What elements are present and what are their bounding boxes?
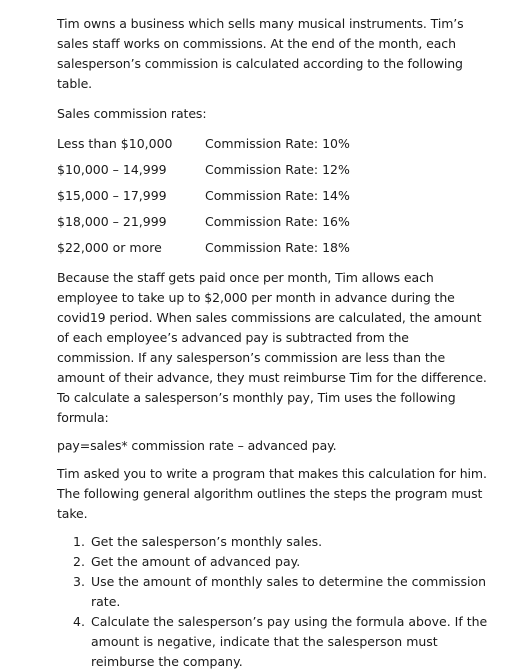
rates-heading: Sales commission rates: — [57, 106, 207, 121]
step-number: 3. — [73, 574, 85, 589]
request-paragraph: Tim asked you to write a program that makes this calculation for him. The following general algorithm outlines the steps the program must take. — [57, 466, 487, 521]
list-item — [57, 532, 489, 552]
list-item — [57, 552, 489, 572]
commission-rate: Commission Rate: 16% — [205, 213, 350, 229]
commission-rates-table — [57, 130, 489, 260]
sales-range: $18,000 – 21,999 — [57, 213, 167, 229]
formula-text: pay=sales* commission rate – advanced pay. — [57, 438, 337, 453]
sales-range: $22,000 or more — [57, 239, 162, 255]
step-number: 2. — [73, 554, 85, 569]
step-text: Use the amount of monthly sales to determine the commission rate. — [91, 574, 487, 609]
advance-paragraph: Because the staff gets paid once per month, Tim allows each employee to take up to $2,000 per month in advance during the covid19 period. When sales commissions are calculated, the amount of each employee’s advanced pay is subtracted from the commission. If any salesperson’s commission are less than the amount of their advance, they must reimburse Tim for the difference. To calculate a salesperson’s monthly pay, Tim uses the following formula: — [57, 270, 487, 425]
sales-range: $15,000 – 17,999 — [57, 187, 167, 203]
rate-row — [57, 234, 489, 260]
list-item — [57, 612, 489, 672]
sales-range: Less than $10,000 — [57, 135, 173, 151]
commission-rate: Commission Rate: 14% — [205, 187, 350, 203]
step-text: Calculate the salesperson’s pay using the formula above. If the amount is negative, indicate that the salesperson must reimburse the company. — [91, 614, 488, 669]
list-item — [57, 572, 489, 612]
rate-row — [57, 156, 489, 182]
step-text: Get the amount of advanced pay. — [91, 554, 301, 569]
rate-row — [57, 182, 489, 208]
commission-rate: Commission Rate: 18% — [205, 239, 350, 255]
intro-paragraph: Tim owns a business which sells many musical instruments. Tim’s sales staff works on commissions. At the end of the month, each salesperson’s commission is calculated according to the following table. — [57, 16, 464, 91]
commission-rate: Commission Rate: 10% — [205, 135, 350, 151]
step-number: 1. — [73, 534, 85, 549]
algorithm-steps-list — [57, 532, 489, 672]
step-text: Get the salesperson’s monthly sales. — [91, 534, 323, 549]
rate-row — [57, 130, 489, 156]
rate-row — [57, 208, 489, 234]
sales-range: $10,000 – 14,999 — [57, 161, 167, 177]
step-number: 4. — [73, 614, 85, 629]
commission-rate: Commission Rate: 12% — [205, 161, 350, 177]
